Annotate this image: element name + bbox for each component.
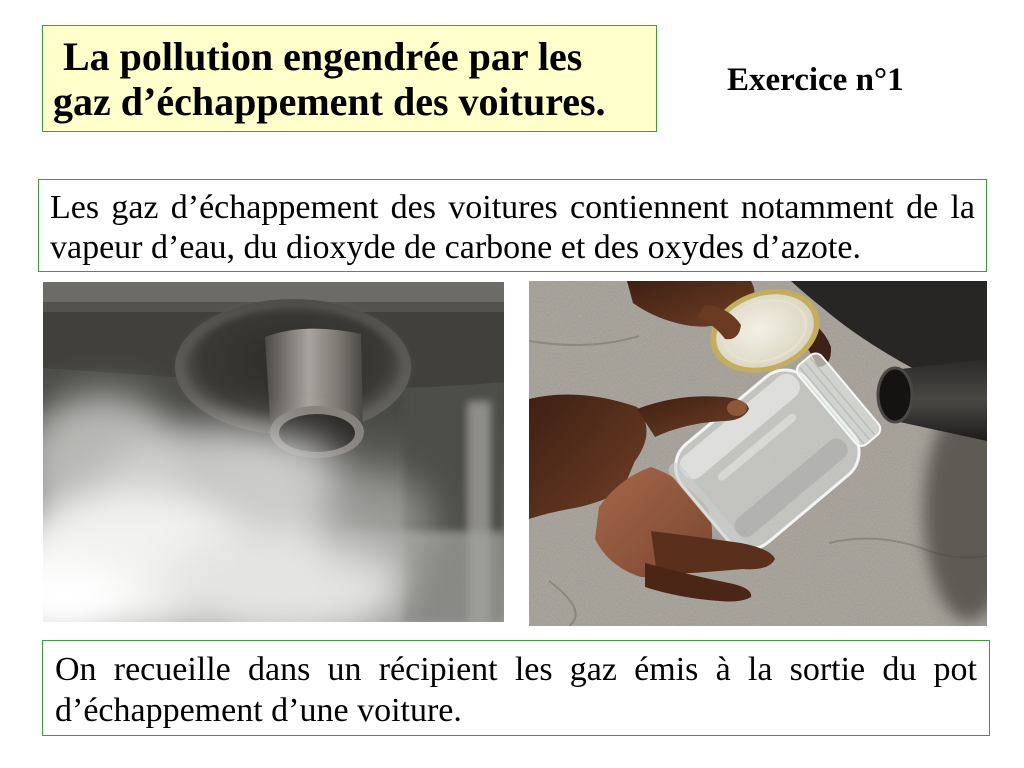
jar-collection-photo	[529, 281, 987, 626]
exhaust-smoke-photo	[43, 282, 504, 622]
title-box	[42, 25, 657, 132]
intro-box	[38, 179, 987, 272]
intro-text: Les gaz d’échappement des voitures contiennent notamment de la vapeur d’eau, du dioxyde de carbone et des oxydes d’azote.	[50, 189, 975, 266]
slide-title: La pollution engendrée par les gaz d’échappement des voitures.	[53, 34, 606, 124]
procedure-box	[42, 640, 990, 736]
exercise-label: Exercice n°1	[727, 62, 904, 98]
procedure-text: On recueille dans un récipient les gaz émis à la sortie du pot d’échappement d’une voiture.	[55, 651, 977, 729]
